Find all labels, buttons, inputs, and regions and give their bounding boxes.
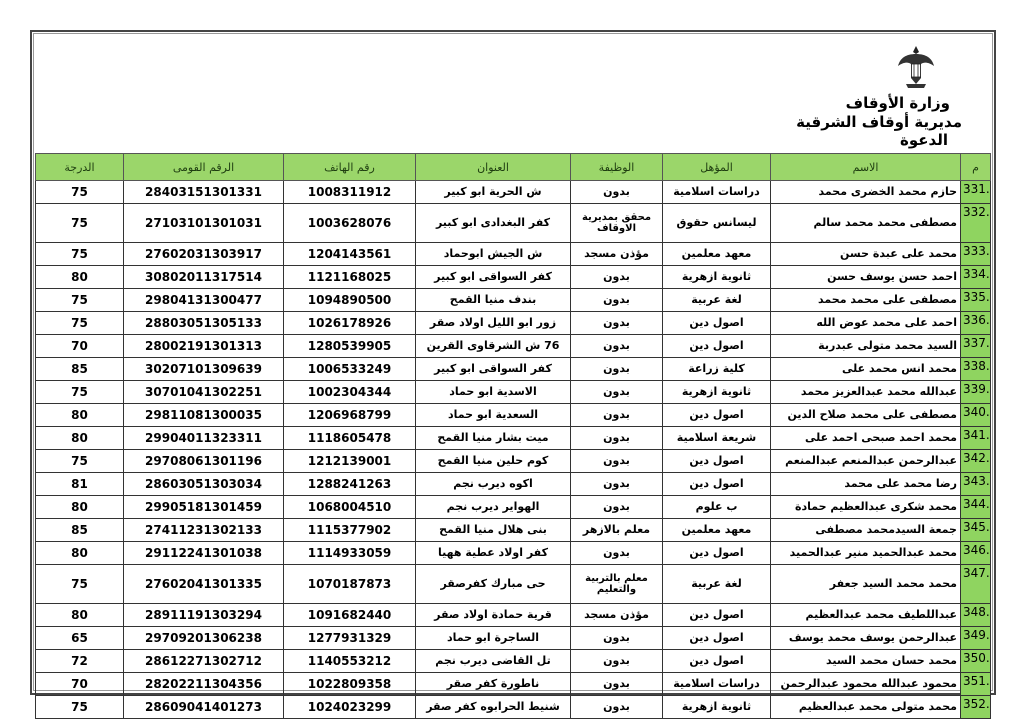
row-index: 336. xyxy=(961,312,991,335)
row-qualification: اصول دين xyxy=(663,473,771,496)
row-address: ش الجيش ابوحماد xyxy=(416,243,571,266)
row-job: بدون xyxy=(571,673,663,696)
table-row xyxy=(36,181,991,204)
row-phone: 1212139001 xyxy=(284,450,416,473)
row-job: بدون xyxy=(571,404,663,427)
table-row xyxy=(36,696,991,719)
table-row xyxy=(36,312,991,335)
row-name: محمد متولى محمد عبدالعظيم xyxy=(771,696,961,719)
row-qualification: اصول دين xyxy=(663,604,771,627)
row-national-id: 29708061301196 xyxy=(124,450,284,473)
row-grade: 75 xyxy=(36,243,124,266)
row-phone: 1114933059 xyxy=(284,542,416,565)
col-header-name: الاسم xyxy=(771,154,961,181)
col-header-job: الوظيفة xyxy=(571,154,663,181)
table-row xyxy=(36,519,991,542)
row-phone: 1140553212 xyxy=(284,650,416,673)
row-address: السعدية ابو حماد xyxy=(416,404,571,427)
row-address: ميت بشار منيا القمح xyxy=(416,427,571,450)
table-row xyxy=(36,427,991,450)
row-name: مصطفى محمد محمد سالم xyxy=(771,204,961,243)
row-job: بدون xyxy=(571,542,663,565)
row-name: رضا محمد على محمد xyxy=(771,473,961,496)
row-name: محمد عبدالحميد منير عبدالحميد xyxy=(771,542,961,565)
row-phone: 1008311912 xyxy=(284,181,416,204)
row-address: كفر السواقى ابو كبير xyxy=(416,358,571,381)
row-index: 351. xyxy=(961,673,991,696)
row-national-id: 27602031303917 xyxy=(124,243,284,266)
row-phone: 1002304344 xyxy=(284,381,416,404)
row-national-id: 27103101301031 xyxy=(124,204,284,243)
row-index: 338. xyxy=(961,358,991,381)
row-job: بدون xyxy=(571,335,663,358)
row-phone: 1026178926 xyxy=(284,312,416,335)
row-national-id: 28803051305133 xyxy=(124,312,284,335)
row-grade: 80 xyxy=(36,266,124,289)
table-row xyxy=(36,266,991,289)
row-address: كفر اولاد عطية ههيا xyxy=(416,542,571,565)
row-address: الهواير ديرب نجم xyxy=(416,496,571,519)
table-row xyxy=(36,627,991,650)
row-national-id: 29709201306238 xyxy=(124,627,284,650)
row-national-id: 30701041302251 xyxy=(124,381,284,404)
row-phone: 1288241263 xyxy=(284,473,416,496)
row-job: بدون xyxy=(571,696,663,719)
row-job: بدون xyxy=(571,289,663,312)
table-row xyxy=(36,450,991,473)
row-grade: 80 xyxy=(36,404,124,427)
row-job: بدون xyxy=(571,358,663,381)
row-phone: 1206968799 xyxy=(284,404,416,427)
row-job: بدون xyxy=(571,473,663,496)
row-qualification: اصول دين xyxy=(663,627,771,650)
row-name: محمد محمد السيد جعفر xyxy=(771,565,961,604)
row-phone: 1277931329 xyxy=(284,627,416,650)
row-qualification: ثانوية ازهرية xyxy=(663,381,771,404)
row-job: بدون xyxy=(571,266,663,289)
row-qualification: اصول دين xyxy=(663,650,771,673)
row-name: جمعة السيدمحمد مصطفى xyxy=(771,519,961,542)
row-national-id: 29905181301459 xyxy=(124,496,284,519)
row-phone: 1094890500 xyxy=(284,289,416,312)
row-qualification: دراسات اسلامية xyxy=(663,181,771,204)
row-grade: 70 xyxy=(36,673,124,696)
row-index: 346. xyxy=(961,542,991,565)
row-job: معلم بالتربية والتعليم xyxy=(571,565,663,604)
row-national-id: 28911191303294 xyxy=(124,604,284,627)
table-row xyxy=(36,358,991,381)
row-address: قرية حمادة اولاد صقر xyxy=(416,604,571,627)
row-address: زور ابو الليل اولاد صقر xyxy=(416,312,571,335)
row-job: محقق بمديرية الاوقاف xyxy=(571,204,663,243)
row-grade: 75 xyxy=(36,696,124,719)
table-row xyxy=(36,604,991,627)
row-address: ش الحرية ابو كبير xyxy=(416,181,571,204)
row-index: 340. xyxy=(961,404,991,427)
row-grade: 80 xyxy=(36,604,124,627)
row-qualification: كلية زراعة xyxy=(663,358,771,381)
col-header-grade: الدرجة xyxy=(36,154,124,181)
row-grade: 75 xyxy=(36,289,124,312)
row-qualification: ليسانس حقوق xyxy=(663,204,771,243)
row-grade: 80 xyxy=(36,427,124,450)
row-qualification: ب علوم xyxy=(663,496,771,519)
eagle-emblem-icon xyxy=(896,44,936,90)
row-job: بدون xyxy=(571,181,663,204)
row-job: بدون xyxy=(571,381,663,404)
row-national-id: 29804131300477 xyxy=(124,289,284,312)
row-national-id: 28609041401273 xyxy=(124,696,284,719)
row-index: 333. xyxy=(961,243,991,266)
row-name: احمد على محمد عوض الله xyxy=(771,312,961,335)
row-job: بدون xyxy=(571,450,663,473)
row-grade: 75 xyxy=(36,381,124,404)
row-grade: 80 xyxy=(36,542,124,565)
table-row xyxy=(36,335,991,358)
row-qualification: اصول دين xyxy=(663,335,771,358)
row-address: الاسدية ابو حماد xyxy=(416,381,571,404)
row-index: 350. xyxy=(961,650,991,673)
table-row xyxy=(36,289,991,312)
row-grade: 80 xyxy=(36,496,124,519)
row-name: محمد احمد صبحى احمد على xyxy=(771,427,961,450)
table-row xyxy=(36,404,991,427)
row-job: بدون xyxy=(571,496,663,519)
row-qualification: ثانوية ازهرية xyxy=(663,266,771,289)
row-phone: 1024023299 xyxy=(284,696,416,719)
row-name: محمد انس محمد على xyxy=(771,358,961,381)
row-index: 347. xyxy=(961,565,991,604)
row-job: بدون xyxy=(571,427,663,450)
row-phone: 1022809358 xyxy=(284,673,416,696)
row-job: مؤذن مسجد xyxy=(571,243,663,266)
row-national-id: 30207101309639 xyxy=(124,358,284,381)
table-row xyxy=(36,565,991,604)
row-qualification: دراسات اسلامية xyxy=(663,673,771,696)
row-address: اكوه ديرب نجم xyxy=(416,473,571,496)
row-index: 331. xyxy=(961,181,991,204)
table-row xyxy=(36,673,991,696)
row-job: بدون xyxy=(571,627,663,650)
row-address: حى مبارك كفرصقر xyxy=(416,565,571,604)
row-grade: 85 xyxy=(36,519,124,542)
row-grade: 75 xyxy=(36,450,124,473)
row-job: بدون xyxy=(571,312,663,335)
row-qualification: اصول دين xyxy=(663,542,771,565)
row-qualification: لغة عربية xyxy=(663,565,771,604)
row-national-id: 27602041301335 xyxy=(124,565,284,604)
table-row xyxy=(36,496,991,519)
row-name: مصطفى على محمد صلاح الدين xyxy=(771,404,961,427)
table-row xyxy=(36,381,991,404)
row-index: 332. xyxy=(961,204,991,243)
row-address: شنيط الحرابوه كفر صقر xyxy=(416,696,571,719)
row-index: 334. xyxy=(961,266,991,289)
row-grade: 81 xyxy=(36,473,124,496)
row-national-id: 29112241301038 xyxy=(124,542,284,565)
row-national-id: 27411231302133 xyxy=(124,519,284,542)
row-index: 342. xyxy=(961,450,991,473)
table-row xyxy=(36,650,991,673)
row-index: 337. xyxy=(961,335,991,358)
row-qualification: اصول دين xyxy=(663,450,771,473)
row-name: محمد حسان محمد السيد xyxy=(771,650,961,673)
row-phone: 1068004510 xyxy=(284,496,416,519)
row-phone: 1118605478 xyxy=(284,427,416,450)
table-row xyxy=(36,243,991,266)
row-address: الساجرة ابو حماد xyxy=(416,627,571,650)
row-phone: 1091682440 xyxy=(284,604,416,627)
row-address: كفر السواقى ابو كبير xyxy=(416,266,571,289)
col-header-index: م xyxy=(961,154,991,181)
row-address: ناطورة كفر صقر xyxy=(416,673,571,696)
col-header-address: العنوان xyxy=(416,154,571,181)
row-grade: 85 xyxy=(36,358,124,381)
row-index: 339. xyxy=(961,381,991,404)
row-national-id: 28403151301331 xyxy=(124,181,284,204)
row-name: السيد محمد متولى عبدربة xyxy=(771,335,961,358)
row-qualification: اصول دين xyxy=(663,404,771,427)
row-name: حازم محمد الخضرى محمد xyxy=(771,181,961,204)
row-job: بدون xyxy=(571,650,663,673)
table-row xyxy=(36,542,991,565)
row-phone: 1070187873 xyxy=(284,565,416,604)
row-national-id: 28002191301313 xyxy=(124,335,284,358)
row-job: مؤذن مسجد xyxy=(571,604,663,627)
row-phone: 1121168025 xyxy=(284,266,416,289)
candidates-table xyxy=(35,153,991,719)
row-name: عبدالله محمد عبدالعزيز محمد xyxy=(771,381,961,404)
row-qualification: معهد معلمين xyxy=(663,243,771,266)
ministry-title: وزارة الأوقاف xyxy=(845,94,950,112)
table-row xyxy=(36,473,991,496)
row-grade: 72 xyxy=(36,650,124,673)
row-address: تل القاضى ديرب نجم xyxy=(416,650,571,673)
row-name: عبدالرحمن عبدالمنعم عبدالمنعم xyxy=(771,450,961,473)
col-header-national-id: الرقم القومى xyxy=(124,154,284,181)
row-qualification: لغة عربية xyxy=(663,289,771,312)
row-grade: 75 xyxy=(36,312,124,335)
row-grade: 65 xyxy=(36,627,124,650)
row-national-id: 28202211304356 xyxy=(124,673,284,696)
table-header-row xyxy=(36,154,991,181)
row-phone: 1204143561 xyxy=(284,243,416,266)
row-index: 344. xyxy=(961,496,991,519)
row-qualification: معهد معلمين xyxy=(663,519,771,542)
row-national-id: 29904011323311 xyxy=(124,427,284,450)
row-address: كفر البغدادى ابو كبير xyxy=(416,204,571,243)
row-phone: 1115377902 xyxy=(284,519,416,542)
row-grade: 75 xyxy=(36,181,124,204)
row-phone: 1003628076 xyxy=(284,204,416,243)
row-name: محمد على عبدة حسن xyxy=(771,243,961,266)
row-address: بندف منيا القمح xyxy=(416,289,571,312)
row-index: 348. xyxy=(961,604,991,627)
department-title: الدعوة xyxy=(900,131,948,149)
row-qualification: ثانوية ازهرية xyxy=(663,696,771,719)
row-qualification: اصول دين xyxy=(663,312,771,335)
row-name: محمد شكرى عبدالعظيم حمادة xyxy=(771,496,961,519)
row-national-id: 30802011317514 xyxy=(124,266,284,289)
row-phone: 1280539905 xyxy=(284,335,416,358)
row-national-id: 29811081300035 xyxy=(124,404,284,427)
row-phone: 1006533249 xyxy=(284,358,416,381)
row-index: 343. xyxy=(961,473,991,496)
row-qualification: شريعة اسلامية xyxy=(663,427,771,450)
col-header-phone: رقم الهاتف xyxy=(284,154,416,181)
row-name: عبدالرحمن يوسف محمد يوسف xyxy=(771,627,961,650)
row-index: 341. xyxy=(961,427,991,450)
row-index: 349. xyxy=(961,627,991,650)
row-name: مصطفى على محمد محمد xyxy=(771,289,961,312)
row-address: 76 ش الشرقاوى القرين xyxy=(416,335,571,358)
row-job: معلم بالازهر xyxy=(571,519,663,542)
row-national-id: 28603051303034 xyxy=(124,473,284,496)
row-name: عبداللطيف محمد عبدالعظيم xyxy=(771,604,961,627)
row-grade: 75 xyxy=(36,565,124,604)
row-national-id: 28612271302712 xyxy=(124,650,284,673)
row-address: بنى هلال منيا القمح xyxy=(416,519,571,542)
table-row xyxy=(36,204,991,243)
row-grade: 75 xyxy=(36,204,124,243)
col-header-qualification: المؤهل xyxy=(663,154,771,181)
row-name: احمد حسن يوسف حسن xyxy=(771,266,961,289)
row-name: محمود عبدالله محمود عبدالرحمن xyxy=(771,673,961,696)
row-grade: 70 xyxy=(36,335,124,358)
directorate-title: مديرية أوقاف الشرقية xyxy=(796,113,962,131)
row-index: 345. xyxy=(961,519,991,542)
row-index: 352. xyxy=(961,696,991,719)
row-address: كوم حلين منيا القمح xyxy=(416,450,571,473)
row-index: 335. xyxy=(961,289,991,312)
